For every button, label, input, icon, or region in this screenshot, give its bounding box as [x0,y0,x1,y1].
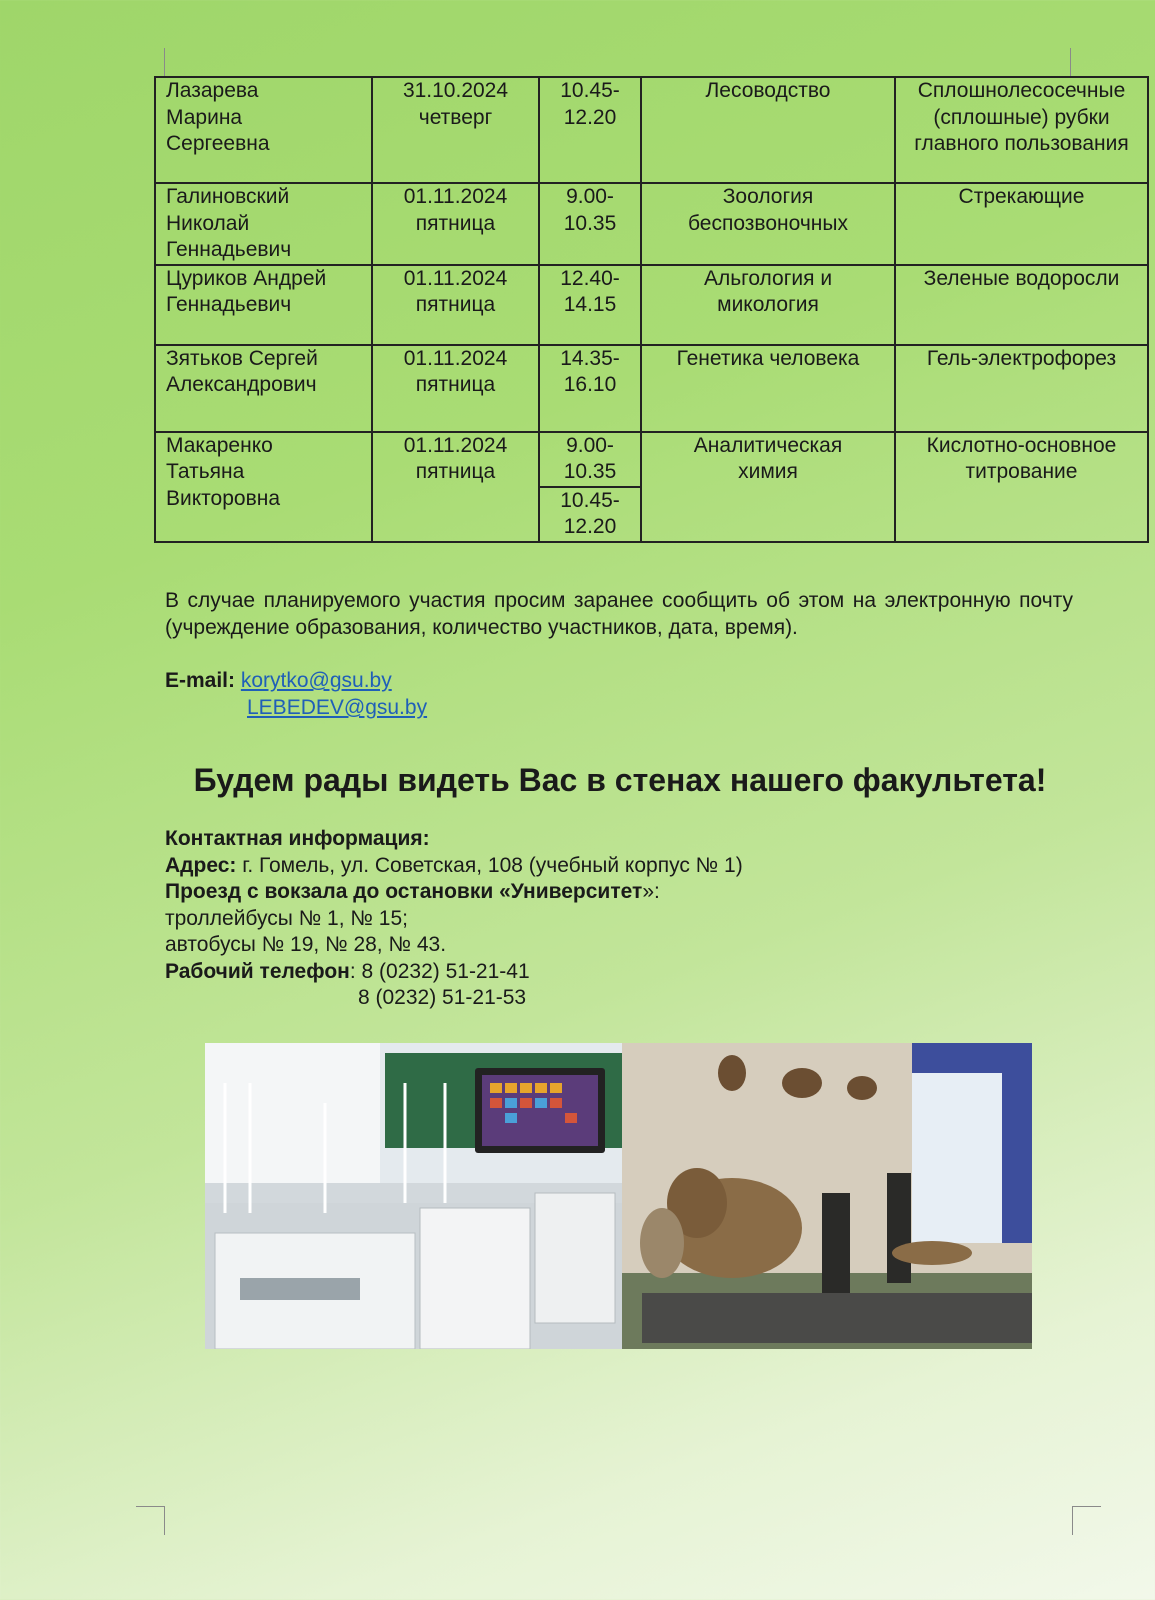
subject: Лесоводство [641,77,895,183]
teacher-name: Зятьков Сергей Александрович [155,345,372,432]
contact-info [165,826,743,1012]
lesson-topic: Гель-электрофорез [895,345,1148,432]
route-suffix: »: [642,880,660,903]
address-value: г. Гомель, ул. Советская, 108 (учебный корпус № 1) [236,853,743,877]
crop-mark-top-left [136,48,165,76]
table-row [155,432,1148,487]
email-label: E-mail: [165,669,236,692]
teacher-name: Макаренко Татьяна Викторовна [155,432,372,542]
lesson-time: 12.40- 14.15 [539,265,641,345]
welcome-heading: Будем рады видеть Вас в стенах нашего факультета! [193,762,1047,798]
subject: Зоология беспозвоночных [641,183,895,265]
teacher-name: Лазарева Марина Сергеевна [155,77,372,183]
email-link-korytko[interactable]: korytko@gsu.by [240,669,392,692]
phone-2: 8 (0232) 51-21-53 [358,986,527,1009]
notice-paragraph: В случае планируемого участия просим заранее сообщить об этом на электронную почту (учреждение образования, количество участников, дата, время). [165,589,1073,639]
table-row [155,77,1148,183]
route-label: Проезд с вокзала до остановки «Университет [165,880,643,903]
museum-photo [622,1043,1032,1349]
crop-mark-top-right [1070,48,1099,76]
phone-label: Рабочий телефон [165,959,350,983]
lesson-time: 14.35- 16.10 [539,345,641,432]
laboratory-photo [205,1043,622,1349]
subject: Генетика человека [641,345,895,432]
subject: Альгология и микология [641,265,895,345]
lesson-time: 9.00- 10.35 [539,183,641,265]
lesson-date: 01.11.2024 пятница [372,183,539,265]
schedule-table [154,76,1149,543]
lesson-time: 10.45- 12.20 [539,77,641,183]
teacher-name: Цуриков Андрей Геннадьевич [155,265,372,345]
lesson-date: 01.11.2024 пятница [372,345,539,432]
museum-illustration [622,1043,1032,1349]
lesson-topic: Стрекающие [895,183,1148,265]
lesson-time: 9.00- 10.35 [539,432,641,487]
crop-mark-bottom-left [136,1506,165,1535]
lesson-time: 10.45- 12.20 [539,487,641,542]
table-row [155,183,1148,265]
phone-1: : 8 (0232) 51-21-41 [349,959,530,983]
lesson-date: 01.11.2024 пятница [372,265,539,345]
lesson-topic: Сплошнолесосечные (сплошные) рубки главного пользования [895,77,1148,183]
table-row [155,265,1148,345]
lesson-topic: Зеленые водоросли [895,265,1148,345]
lesson-date: 31.10.2024 четверг [372,77,539,183]
lesson-date: 01.11.2024 пятница [372,432,539,542]
crop-mark-bottom-right [1072,1506,1101,1535]
bus-routes: автобусы № 19, № 28, № 43. [165,933,447,956]
address-label: Адрес: [165,853,237,877]
teacher-name: Галиновский Николай Геннадьевич [155,183,372,265]
table-row [155,345,1148,432]
email-block [165,667,427,721]
subject: Аналитическая химия [641,432,895,542]
email-link-lebedev[interactable]: LEBEDEV@gsu.by [247,696,428,719]
trolleybus-routes: троллейбусы № 1, № 15; [165,906,408,930]
laboratory-illustration [205,1043,622,1349]
contacts-heading: Контактная информация: [165,827,430,850]
lesson-topic: Кислотно-основное титрование [895,432,1148,542]
photo-strip [205,1043,1032,1349]
